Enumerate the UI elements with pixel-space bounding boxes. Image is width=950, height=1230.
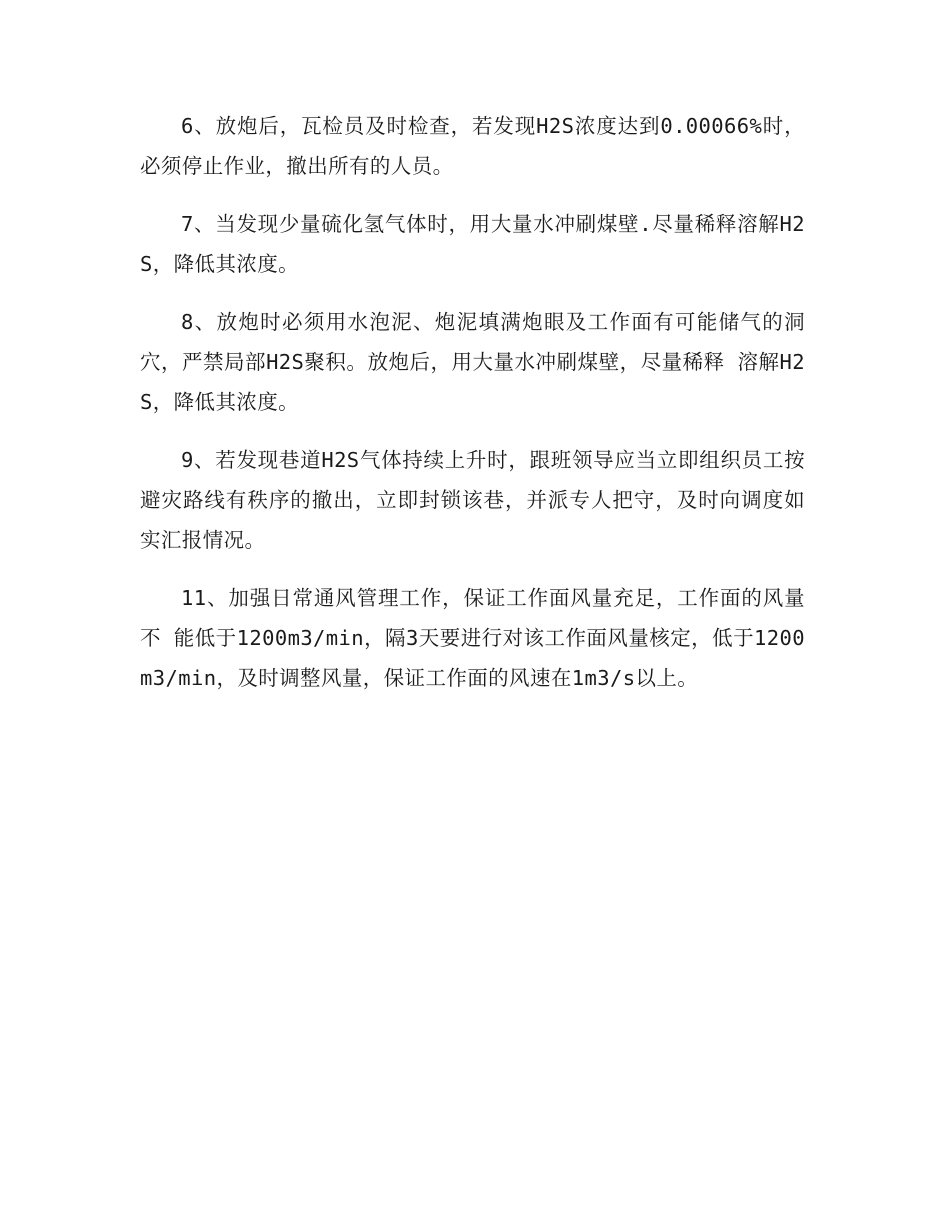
- paragraph-item-7: 7、当发现少量硫化氢气体时，用大量水冲刷煤壁.尽量稀释溶解H2S，降低其浓度。: [140, 212, 805, 276]
- document-body: [140, 106, 805, 716]
- paragraph-item-11: 11、加强日常通风管理工作，保证工作面风量充足，工作面的风量不 能低于1200m3/min，隔3天要进行对该工作面风量核定，低于1200 m3/min，及时调整风量，保证工作面的风速在1m3/s以上。: [140, 586, 805, 690]
- paragraph-item-9: 9、若发现巷道H2S气体持续上升时，跟班领导应当立即组织员工按避灾路线有秩序的撤出，立即封锁该巷，并派专人把守，及时向调度如实汇报情况。: [140, 448, 805, 552]
- paragraph-item-6: 6、放炮后，瓦检员及时检查，若发现H2S浓度达到0.00066%时，必须停止作业，撤出所有的人员。: [140, 114, 805, 178]
- paragraph-item-8: 8、放炮时必须用水泡泥、炮泥填满炮眼及工作面有可能储气的洞穴，严禁局部H2S聚积。放炮后，用大量水冲刷煤壁，尽量稀释 溶解H2S，降低其浓度。: [140, 310, 805, 414]
